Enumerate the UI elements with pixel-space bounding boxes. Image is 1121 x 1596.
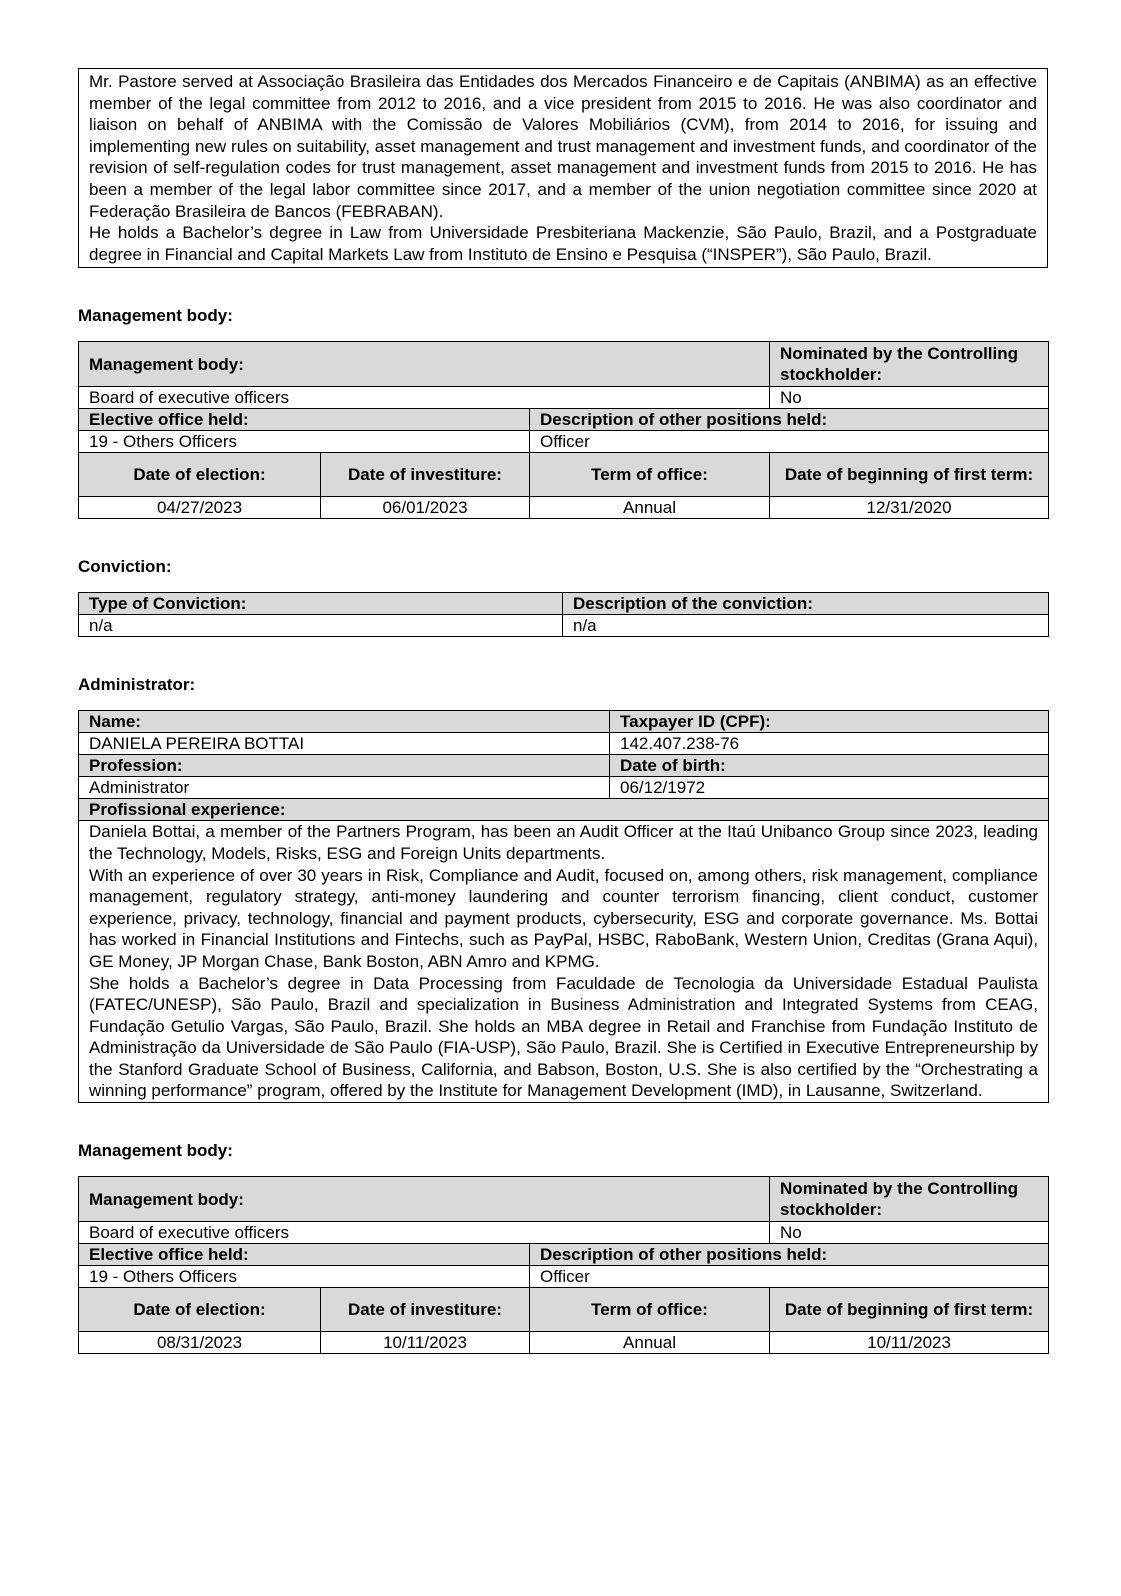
- conviction-table: [78, 592, 1049, 637]
- header-nominated: Nominated by the Controlling stockholder:: [770, 342, 1049, 387]
- header-type-conviction: Type of Conviction:: [79, 593, 563, 615]
- elective-office-value: 19 - Others Officers: [79, 431, 530, 453]
- header-date-investiture: Date of investiture:: [321, 1288, 530, 1332]
- header-professional-experience: Profissional experience:: [79, 799, 1049, 821]
- header-management-body: Management body:: [79, 1177, 770, 1222]
- term-office-value: Annual: [530, 497, 770, 519]
- header-date-beginning: Date of beginning of first term:: [770, 453, 1049, 497]
- name-value: DANIELA PEREIRA BOTTAI: [79, 733, 610, 755]
- date-election-value: 04/27/2023: [79, 497, 321, 519]
- nominated-value: No: [770, 1222, 1049, 1244]
- header-management-body: Management body:: [79, 342, 770, 387]
- header-date-beginning: Date of beginning of first term:: [770, 1288, 1049, 1332]
- section-title-management-body: Management body:: [78, 306, 233, 326]
- section-title-conviction: Conviction:: [78, 557, 172, 577]
- date-investiture-value: 10/11/2023: [321, 1332, 530, 1354]
- section-title-management-body: Management body:: [78, 1141, 233, 1161]
- header-elective-office: Elective office held:: [79, 409, 530, 431]
- header-elective-office: Elective office held:: [79, 1244, 530, 1266]
- intro-bio-box: [78, 68, 1048, 268]
- header-taxpayer-id: Taxpayer ID (CPF):: [610, 711, 1049, 733]
- document-page: [78, 68, 1048, 1354]
- desc-conviction-value: n/a: [563, 615, 1049, 637]
- professional-experience-text: [79, 821, 1049, 1103]
- header-nominated: Nominated by the Controlling stockholder:: [770, 1177, 1049, 1222]
- header-other-positions: Description of other positions held:: [530, 1244, 1049, 1266]
- intro-paragraph: Mr. Pastore served at Associação Brasileira das Entidades dos Mercados Financeiro e de Capitais (ANBIMA) as an effective member of the legal committee from 2012 to 2016, and a vice president from 2015 to 2016. He was also coordinator and liaison on behalf of ANBIMA with the Comissão de Valores Mobiliários (CVM), from 2014 to 2016, for issuing and implementing new rules on suitability, asset management and trust management and investment funds, and coordinator of the revision of self-regulation codes for trust management, asset management and investment funds from 2015 to 2016. He has been a member of the legal labor committee since 2017, and a member of the union negotiation committee since 2020 at Federação Brasileira de Bancos (FEBRABAN).: [89, 72, 1037, 221]
- header-date-election: Date of election:: [79, 1288, 321, 1332]
- administrator-table: [78, 710, 1049, 1103]
- management-body-value: Board of executive officers: [79, 387, 770, 409]
- other-positions-value: Officer: [530, 1266, 1049, 1288]
- management-body-value: Board of executive officers: [79, 1222, 770, 1244]
- nominated-value: No: [770, 387, 1049, 409]
- header-name: Name:: [79, 711, 610, 733]
- header-profession: Profession:: [79, 755, 610, 777]
- elective-office-value: 19 - Others Officers: [79, 1266, 530, 1288]
- management-body-table: [78, 341, 1049, 519]
- date-investiture-value: 06/01/2023: [321, 497, 530, 519]
- taxpayer-id-value: 142.407.238-76: [610, 733, 1049, 755]
- type-conviction-value: n/a: [79, 615, 563, 637]
- header-date-election: Date of election:: [79, 453, 321, 497]
- experience-paragraph: Daniela Bottai, a member of the Partners Program, has been an Audit Officer at the Itaú Unibanco Group since 2023, leading the Technology, Models, Risks, ESG and Foreign Units departments.: [89, 822, 1038, 863]
- section-title-administrator: Administrator:: [78, 675, 196, 695]
- header-desc-conviction: Description of the conviction:: [563, 593, 1049, 615]
- date-beginning-value: 12/31/2020: [770, 497, 1049, 519]
- header-term-office: Term of office:: [530, 453, 770, 497]
- header-date-investiture: Date of investiture:: [321, 453, 530, 497]
- header-term-office: Term of office:: [530, 1288, 770, 1332]
- date-election-value: 08/31/2023: [79, 1332, 321, 1354]
- experience-paragraph: She holds a Bachelor’s degree in Data Processing from Faculdade de Tecnologia da Universidade Estadual Paulista (FATEC/UNESP), São Paulo, Brazil and specialization in Business Administration and Integrated Systems from CEAG, Fundação Getulio Vargas, São Paulo, Brazil. She holds an MBA degree in Retail and Franchise from Fundação Instituto de Administração da Universidade de São Paulo (FIA-USP), São Paulo, Brazil. She is Certified in Executive Entrepreneurship by the Stanford Graduate School of Business, California, and Babson, Boston, U.S. She is also certified by the “Orchestrating a winning performance” program, offered by the Institute for Management Development (IMD), in Lausanne, Switzerland.: [89, 973, 1038, 1101]
- intro-paragraph: He holds a Bachelor’s degree in Law from Universidade Presbiteriana Mackenzie, São Paulo, Brazil, and a Postgraduate degree in Financial and Capital Markets Law from Instituto de Ensino e Pesquisa (“INSPER”), São Paulo, Brazil.: [89, 223, 1037, 264]
- date-of-birth-value: 06/12/1972: [610, 777, 1049, 799]
- date-beginning-value: 10/11/2023: [770, 1332, 1049, 1354]
- header-other-positions: Description of other positions held:: [530, 409, 1049, 431]
- experience-paragraph: With an experience of over 30 years in Risk, Compliance and Audit, focused on, among others, risk management, compliance management, regulatory strategy, anti-money laundering and counter terrorism financing, client conduct, customer experience, privacy, technology, financial and payment products, cybersecurity, ESG and corporate governance. Ms. Bottai has worked in Financial Institutions and Fintechs, such as PayPal, HSBC, RaboBank, Western Union, Creditas (Grana Aqui), GE Money, JP Morgan Chase, Bank Boston, ABN Amro and KPMG.: [89, 865, 1038, 971]
- management-body-table: [78, 1176, 1049, 1354]
- header-date-of-birth: Date of birth:: [610, 755, 1049, 777]
- term-office-value: Annual: [530, 1332, 770, 1354]
- profession-value: Administrator: [79, 777, 610, 799]
- other-positions-value: Officer: [530, 431, 1049, 453]
